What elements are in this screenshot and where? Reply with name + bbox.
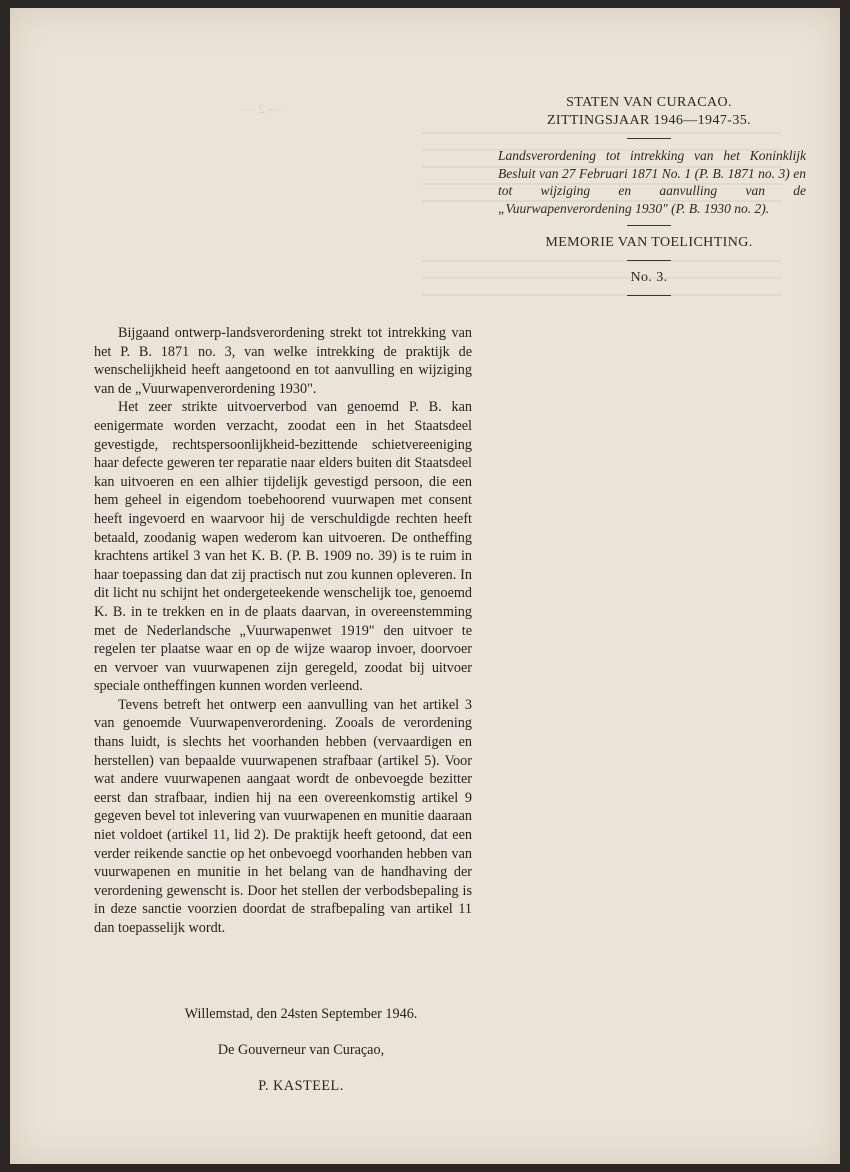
header-session: ZITTINGSJAAR 1946—1947-35. [546, 113, 752, 128]
divider [627, 138, 671, 139]
header-title: STATEN VAN CURACAO. [566, 95, 732, 110]
document-page [10, 8, 840, 1164]
place-date: Willemstad, den 24sten September 1946. [184, 1006, 418, 1022]
document-number: No. 3. [630, 270, 668, 285]
paragraph-2: Het zeer strikte uitvoerverbod van genoemd P. B. kan eenigermate worden verzacht, zoodat een in het Staatsdeel gevestigde, rechtspersoonlijkheid-bezittende schietvereeniging haar defecte geweren ter reparatie naar elders buiten dit Staatsdeel kan uitvoeren en een alhier tijdelijk gevestigd persoon, die een hem geheel in eigendom toebehoorend vuurwapen met consent heeft ingevoerd en waarvoor hij de verschuldigde rechten heeft betaald, zoodanig wapen wederom kan uitvoeren. De ontheffing krachtens artikel 3 van het K. B. (P. B. 1909 no. 39) is te ruim in haar toepassing dan dat zij practisch nut zou kunnen opleveren. In dit licht nu schijnt het ondergeteekende wenschelijk toe, genoemd K. B. in te trekken en in de plaats daarvan, in overeenstemming met de Nederlandsche „Vuurwapenwet 1919" den uitvoer te regelen ter plaatse waar en op de wijze waarop invoer, doorvoer en vervoer van vuurwapenen zijn geregeld, zoodat bij uitvoer speciale ontheffingen kunnen worden verleend. [94, 399, 472, 695]
divider [627, 295, 671, 296]
paragraph-1: Bijgaand ontwerp-landsverordening strekt tot intrekking van het P. B. 1871 no. 3, van welke intrekking de praktijk de wenschelijkheid heeft aangetoond en tot aanvulling en wijziging van de „Vuurwapenverordening 1930". [94, 325, 472, 397]
divider [627, 225, 671, 226]
paragraph-3: Tevens betreft het ontwerp een aanvulling van het artikel 3 van genoemde Vuurwapenverordening. Zooals de verordening thans luidt, is slechts het voorhanden hebben (vervaardigen en herstellen) van bepaalde vuurwapenen strafbaar (artikel 5). Voor wat andere vuurwapenen aangaat wordt de onbevoegde bezitter eerst dan strafbaar, indien hij na een overeenkomstig artikel 9 gegeven bevel tot inlevering van vuurwapenen en munitie daaraan niet voldoet (artikel 11, lid 2). De praktijk heeft getoond, dat een verder reikende sanctie op het onbevoegd voorhanden hebben van vuurwapenen en munitie in het belang van de handhaving der verordening gewenscht is. Door het stellen der verbodsbepaling is in deze sanctie voorzien doordat de strafbepaling van artikel 11 dan toepasselijk wordt. [94, 696, 472, 936]
document-header [492, 94, 806, 304]
memorie-heading: MEMORIE VAN TOELICHTING. [545, 235, 753, 250]
divider [627, 260, 671, 261]
header-subject: Landsverordening tot intrekking van het Koninklijk Besluit van 27 Februari 1871 No. 1 (P. B. 1871 no. 3) en tot wijziging en aanvulling van de „Vuurwapenverordening 1930" (P. B. 1930 no. 2). [498, 148, 806, 216]
explanatory-text [94, 324, 472, 938]
signatory-name: P. KASTEEL. [258, 1078, 344, 1094]
signatory-title: De Gouverneur van Curaçao, [217, 1042, 385, 1058]
show-through-text: — 2 — [242, 101, 281, 116]
